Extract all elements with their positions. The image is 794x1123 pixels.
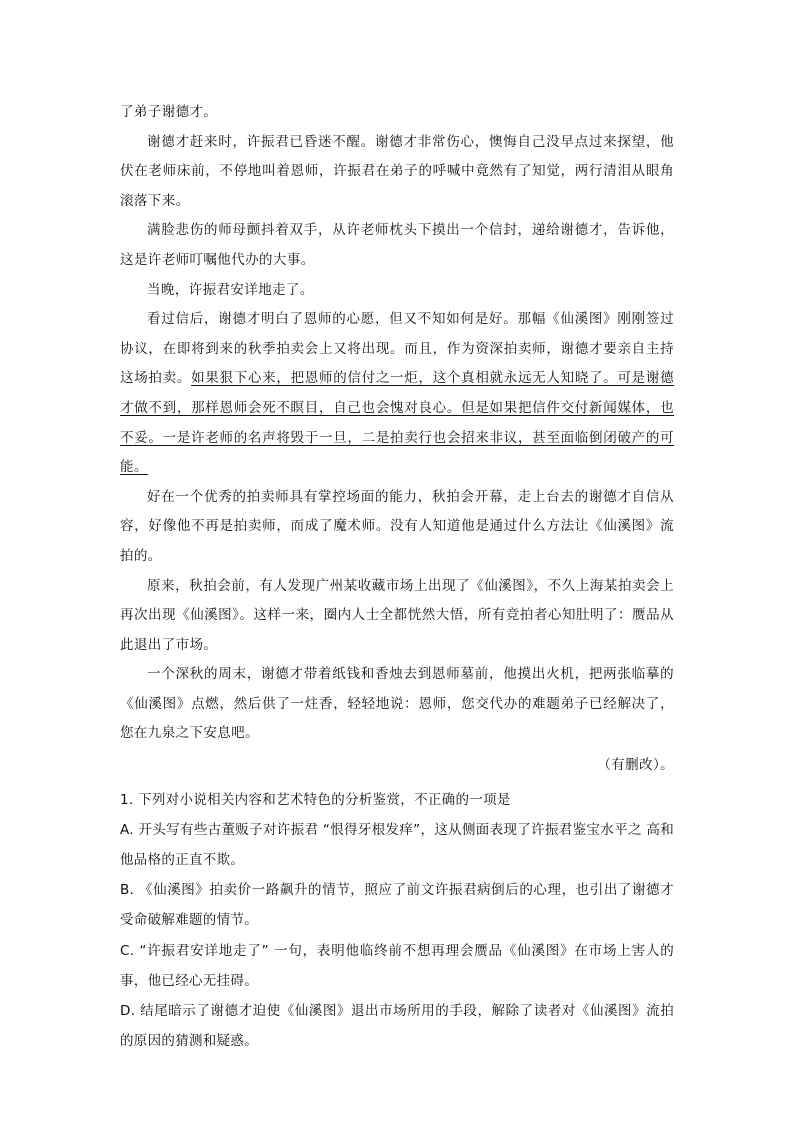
- option-c: C. “许振君安详地走了” 一句，表明他临终前不想再理会赝品《仙溪图》在市场上害人的事，他已经心无挂碍。: [120, 942, 674, 989]
- story-paragraph-8: 一个深秋的周末，谢德才带着纸钱和香烛去到恩师墓前，他摸出火机，把两张临摹的《仙溪图》点燃，然后供了一炷香，轻轻地说：恩师，您交代办的难题弟子已经解决了，您在九泉之下安息吧。: [120, 666, 674, 742]
- question-1: [120, 785, 674, 1057]
- story-paragraph-3: 满脸悲伤的师母颤抖着双手，从许老师枕头下摸出一个信封，递给谢德才，告诉他，这是许老师叮嘱他代办的大事。: [120, 222, 674, 268]
- story-paragraph-4: 当晚，许振君安详地走了。: [147, 281, 314, 298]
- story-paragraph-5: [120, 305, 674, 483]
- option-b: B. 《仙溪图》拍卖价一路飙升的情节，照应了前文许振君病倒后的心理，也引出了谢德才受命破解难题的情节。: [120, 882, 674, 929]
- underlined-passage: 如果狠下心来，把恩师的信付之一炬，这个真相就永远无人知晓了。可是谢德才做不到，那样恩师会死不瞑目，自己也会愧对良心。但是如果把信件交付新闻媒体，也不妥。一是许老师的名声将毁于一旦，二是拍卖行也会招来非议，甚至面临倒闭破产的可能。: [120, 370, 675, 476]
- story-paragraph-6: 好在一个优秀的拍卖师具有掌控场面的能力，秋拍会开幕，走上台去的谢德才自信从容，好像他不再是拍卖师，而成了魔术师。没有人知道他是通过什么方法让《仙溪图》流拍的。: [120, 488, 674, 564]
- edit-note: （有删改）。: [597, 757, 674, 774]
- option-d: D. 结尾暗示了谢德才迫使《仙溪图》退出市场所用的手段，解除了读者对《仙溪图》流拍的原因的猜测和疑惑。: [120, 1003, 674, 1050]
- story-paragraph-1: 了弟子谢德才。: [120, 104, 218, 120]
- story-paragraph-2: 谢德才赶来时，许振君已昏迷不醒。谢德才非常伤心，懊悔自己没早点过来探望，他伏在老师床前，不停地叫着恩师，许振君在弟子的呼喊中竟然有了知觉，两行清泪从眼角滚落下来。: [120, 133, 674, 209]
- option-a: A. 开头写有些古董贩子对许振君 “恨得牙根发痒”，这从侧面表现了许振君鉴宝水平之 高和他品格的正直不欺。: [120, 821, 674, 869]
- story-paragraph-7: 原来，秋拍会前，有人发现广州某收藏市场上出现了《仙溪图》，不久上海某拍卖会上再次出现《仙溪图》。这样一来，圈内人士全都恍然大悟，所有竞拍者心知肚明了：赝品从此退出了市场。: [120, 577, 674, 653]
- story-paragraph-5-plain: 看过信后，谢德才明白了恩师的心愿，但又不知如何是好。那幅《仙溪图》刚刚签过协议，在即将到来的秋季拍卖会上又将出现。而且，作为资深拍卖师，谢德才要亲自主持这场拍卖。: [120, 311, 674, 387]
- question-stem: 1. 下列对小说相关内容和艺术特色的分析鉴赏，不正确的一项是: [120, 791, 511, 808]
- story-text: [120, 98, 674, 781]
